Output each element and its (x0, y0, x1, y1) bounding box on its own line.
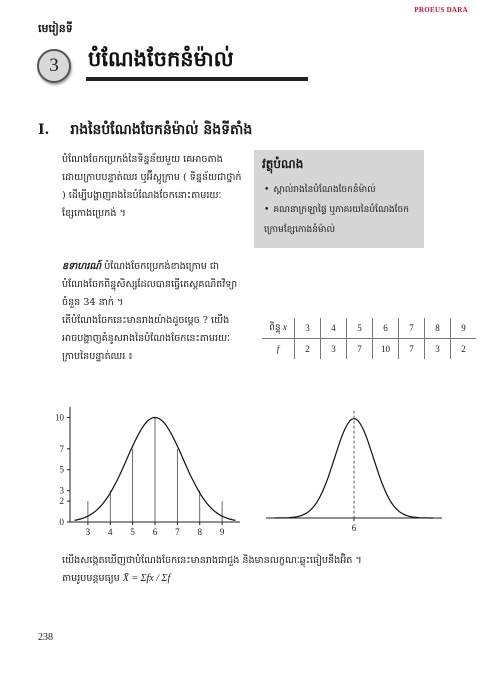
lesson-label: មេរៀនទី (38, 22, 73, 35)
objective-item: • ស្គាល់រាងនៃបំណែងចែកនំម៉ាល់ (264, 185, 376, 195)
section-title: រាងនៃបំណែងចែកនំម៉ាល់ និងទីតាំង (70, 122, 253, 138)
table-header-x: ពិន្ទុ x (262, 318, 295, 339)
example-keyword: ឧទាហរណ៍ (62, 261, 102, 272)
x-tick-label: 7 (175, 527, 180, 537)
y-tick-label: 2 (59, 496, 64, 507)
title-underline (86, 77, 308, 81)
x-tick-label: 4 (108, 527, 113, 537)
table-row (262, 318, 476, 339)
y-tick-label: 3 (59, 485, 64, 496)
brand-label: PROEUS DARA (414, 6, 468, 14)
section-heading (38, 120, 252, 141)
x-tick-label: 9 (219, 527, 225, 537)
x-tick-label: 8 (197, 527, 202, 537)
objective-item: • គណនាក្រឡាផ្ទៃ ឬភាគរយនៃបំណែងចែកក្រោមខ្សែកោងនំម៉ាល់ (264, 205, 409, 235)
table-cell: 5 (347, 318, 373, 339)
conclusion-paragraph (62, 552, 432, 588)
y-tick-label: 7 (59, 443, 64, 454)
table-cell: 6 (373, 318, 399, 339)
table-cell: 7 (399, 318, 425, 339)
table-cell: 3 (321, 339, 347, 360)
frequency-bar-chart (38, 400, 248, 540)
conclusion-line: យើងសង្កេតឃើញថាបំណែងចែកនេះមានរាងជាជួង និងមានលក្ខណៈឆ្លុះធៀបនឹងអ៊ិត ។ (62, 555, 362, 566)
frequency-table (262, 318, 476, 359)
table-header-f: f (262, 339, 295, 360)
lesson-title: បំណែងចែកនំម៉ាល់ (88, 46, 234, 71)
table-cell: 7 (347, 339, 373, 360)
page-number: 238 (38, 632, 53, 643)
bullet-icon: • (264, 205, 270, 215)
section-number: I. (38, 122, 50, 138)
y-tick-label: 5 (59, 464, 64, 475)
intro-paragraph: បំណែងចែកប្រេកង់នៃទិន្នន័យមួយ គេអាចតាងដោយក្រាបបន្ទាត់ឈរ ឬអ៊ីស្តូក្រាម ( ទិន្នន័យជាថ្នាក់ ) ដើម្បីបង្ហាញរាងនៃបំណែងចែកនោះតាមរយៈខ្សែកោងប្រេកង់ ។ (62, 154, 242, 219)
table-row (262, 339, 476, 360)
table-cell: 3 (295, 318, 321, 339)
question-paragraph: តើបំណែងចែកនេះមានរាងយ៉ាងដូចម្តេច ? យើងអាចបង្ហាញគំនូសរាងនៃបំណែងចែកនេះតាមរយៈក្រាបនៃបន្ទាត់ឈរ ៖ (62, 315, 231, 362)
objectives-box (254, 150, 424, 248)
table-cell: 3 (425, 339, 451, 360)
mean-formula: X̄ = Σfx / Σf (122, 573, 171, 584)
table-cell: 8 (425, 318, 451, 339)
table-cell: 2 (451, 339, 477, 360)
objectives-list (264, 180, 424, 240)
x-tick-label: 3 (85, 527, 91, 537)
table-cell: 2 (295, 339, 321, 360)
table-cell: 10 (373, 339, 399, 360)
y-tick-label: 10 (55, 412, 64, 423)
example-paragraph (62, 258, 244, 312)
x-tick-label: 6 (152, 527, 158, 537)
example-text: បំណែងចែកប្រេកង់ខាងក្រោម ជាបំណែងចែកពិន្ទុសិស្សដែលបានធ្វើតេស្តគណិតវិទ្យាចំនួន 34 នាក់ ។ (62, 261, 238, 308)
bell-curve-chart (258, 400, 458, 540)
y-tick-label: 0 (59, 517, 64, 527)
x-tick-label: 5 (130, 527, 135, 537)
formula-line: តាមរូបមន្តមធ្យម X̄ = Σfx / Σf (62, 573, 171, 584)
table-cell: 7 (399, 339, 425, 360)
objectives-title: វត្ថុបំណង (262, 157, 304, 171)
table-cell: 4 (321, 318, 347, 339)
x-tick-label: 6 (351, 523, 357, 533)
lesson-number-badge: 3 (37, 49, 71, 83)
bullet-icon: • (264, 185, 270, 195)
table-cell: 9 (451, 318, 477, 339)
